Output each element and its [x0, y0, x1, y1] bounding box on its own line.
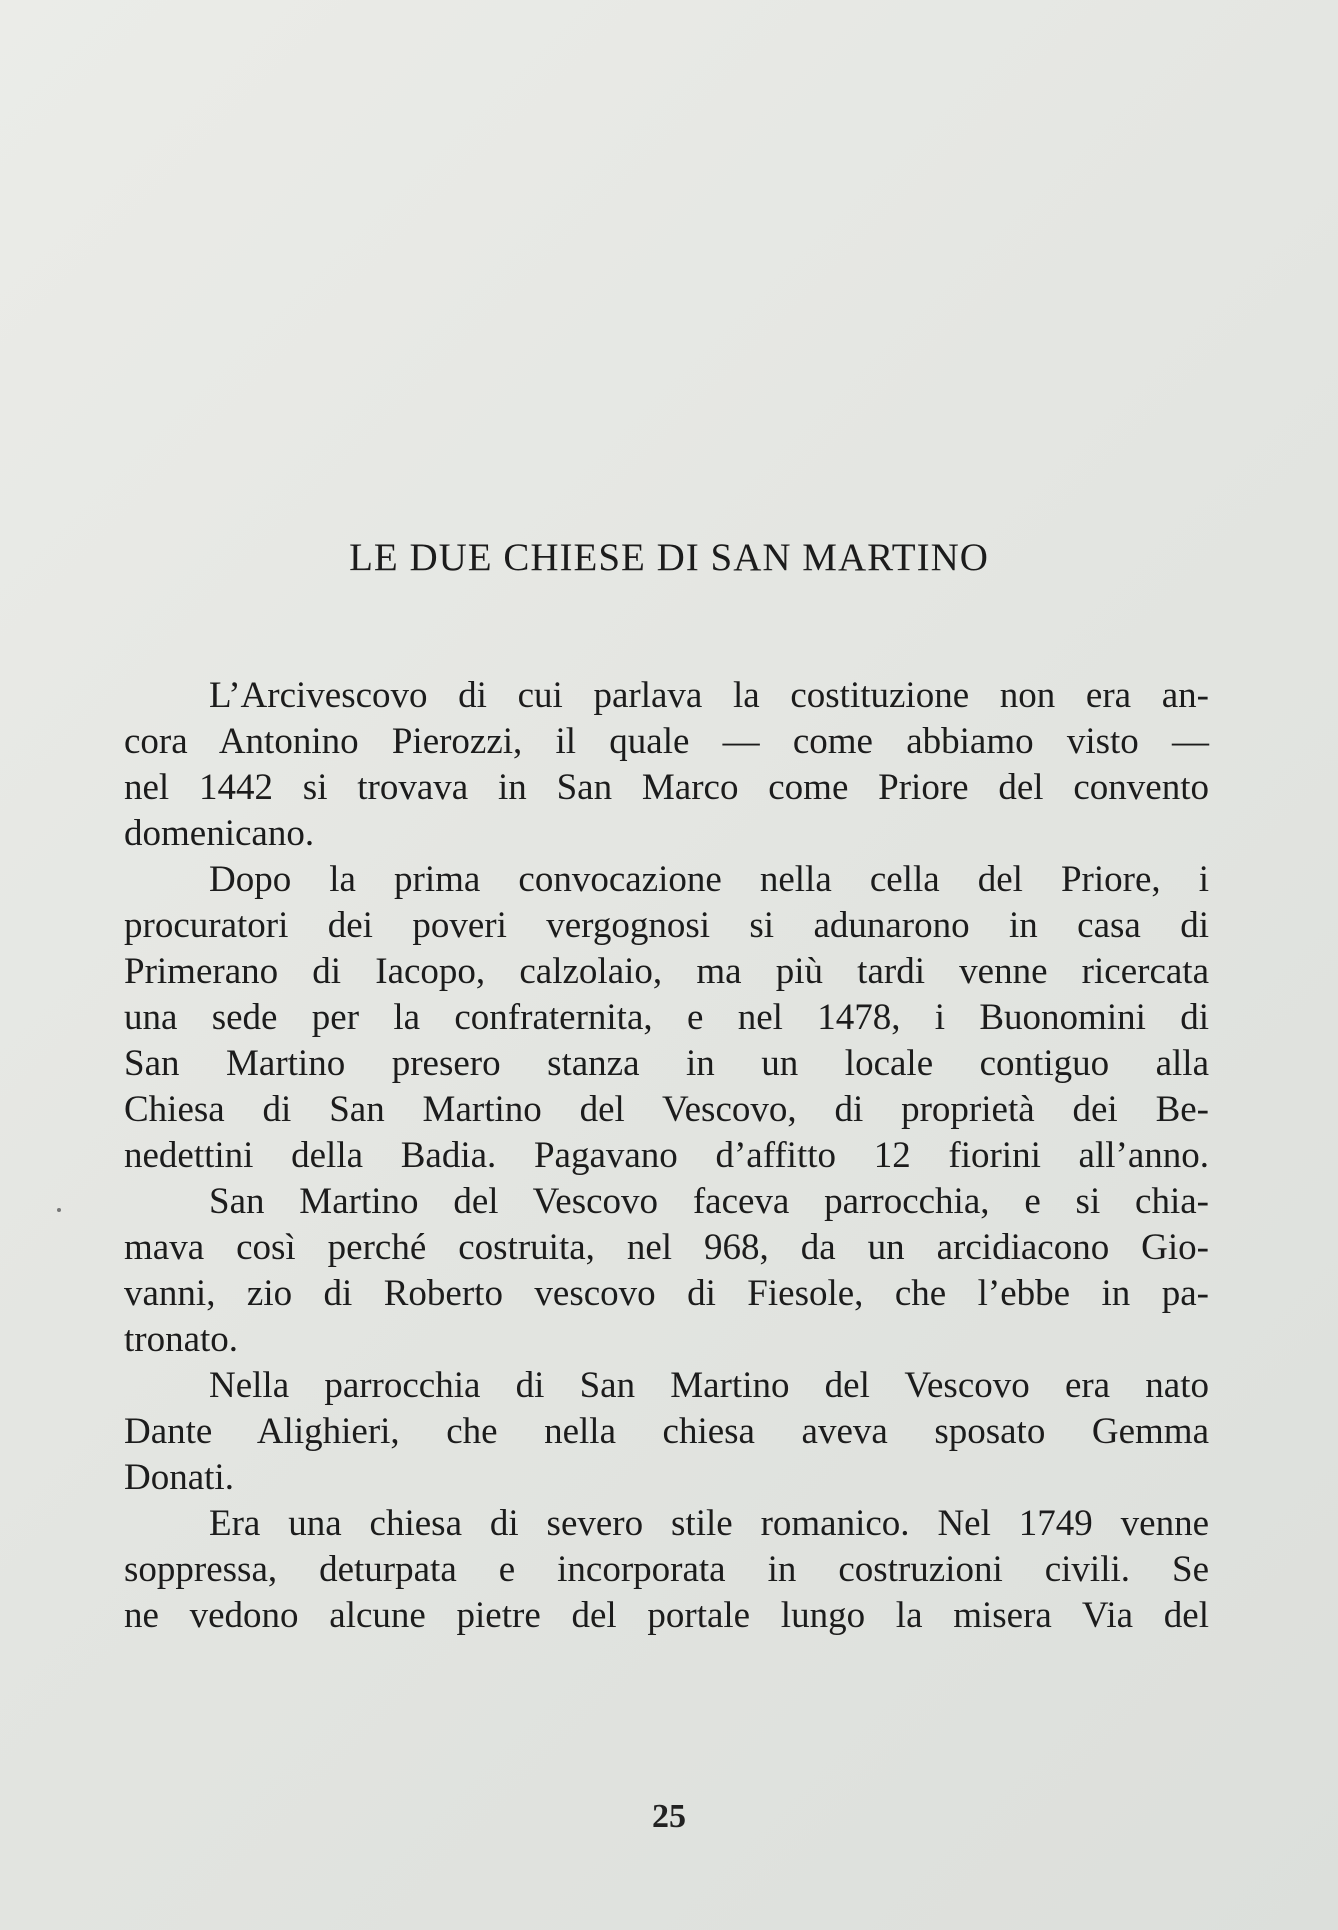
text-line: Era una chiesa di severo stile romanico. Nel 1749 venne — [209, 1503, 1209, 1544]
text-line: ne vedono alcune pietre del portale lungo la misera Via del — [124, 1595, 1209, 1636]
paragraph-3 — [124, 1179, 1209, 1363]
chapter-title: LE DUE CHIESE DI SAN MARTINO — [349, 536, 989, 579]
text-line: vanni, zio di Roberto vescovo di Fiesole, che l’ebbe in pa- — [124, 1273, 1209, 1314]
text-line: nedettini della Badia. Pagavano d’affitto 12 fiorini all’anno. — [124, 1135, 1209, 1176]
text-line: Donati. — [124, 1457, 234, 1498]
paragraph-1 — [124, 673, 1209, 857]
paragraph-4 — [124, 1363, 1209, 1501]
paragraph-2 — [124, 857, 1209, 1179]
text-line: Nella parrocchia di San Martino del Vescovo era nato — [209, 1365, 1209, 1406]
body-text — [124, 673, 1209, 1639]
text-line: procuratori dei poveri vergognosi si adunarono in casa di — [124, 905, 1209, 946]
page-number: 25 — [652, 1798, 686, 1835]
text-line: domenicano. — [124, 813, 315, 854]
text-line: Dopo la prima convocazione nella cella del Priore, i — [209, 859, 1209, 900]
paper-speck — [57, 1208, 61, 1212]
text-line: una sede per la confraternita, e nel 1478, i Buonomini di — [124, 997, 1209, 1038]
text-line: soppressa, deturpata e incorporata in costruzioni civili. Se — [124, 1549, 1209, 1590]
text-line: nel 1442 si trovava in San Marco come Priore del convento — [124, 767, 1209, 808]
text-line: cora Antonino Pierozzi, il quale — come abbiamo visto — — [124, 721, 1209, 762]
text-line: Dante Alighieri, che nella chiesa aveva sposato Gemma — [124, 1411, 1209, 1452]
text-line: tronato. — [124, 1319, 239, 1360]
text-line: San Martino presero stanza in un locale contiguo alla — [124, 1043, 1209, 1084]
paragraph-5 — [124, 1501, 1209, 1639]
text-line: Primerano di Iacopo, calzolaio, ma più tardi venne ricercata — [124, 951, 1209, 992]
text-line: San Martino del Vescovo faceva parrocchia, e si chia- — [209, 1181, 1209, 1222]
text-line: L’Arcivescovo di cui parlava la costituzione non era an- — [209, 675, 1209, 716]
text-line: Chiesa di San Martino del Vescovo, di proprietà dei Be- — [124, 1089, 1209, 1130]
text-line: mava così perché costruita, nel 968, da un arcidiacono Gio- — [124, 1227, 1209, 1268]
